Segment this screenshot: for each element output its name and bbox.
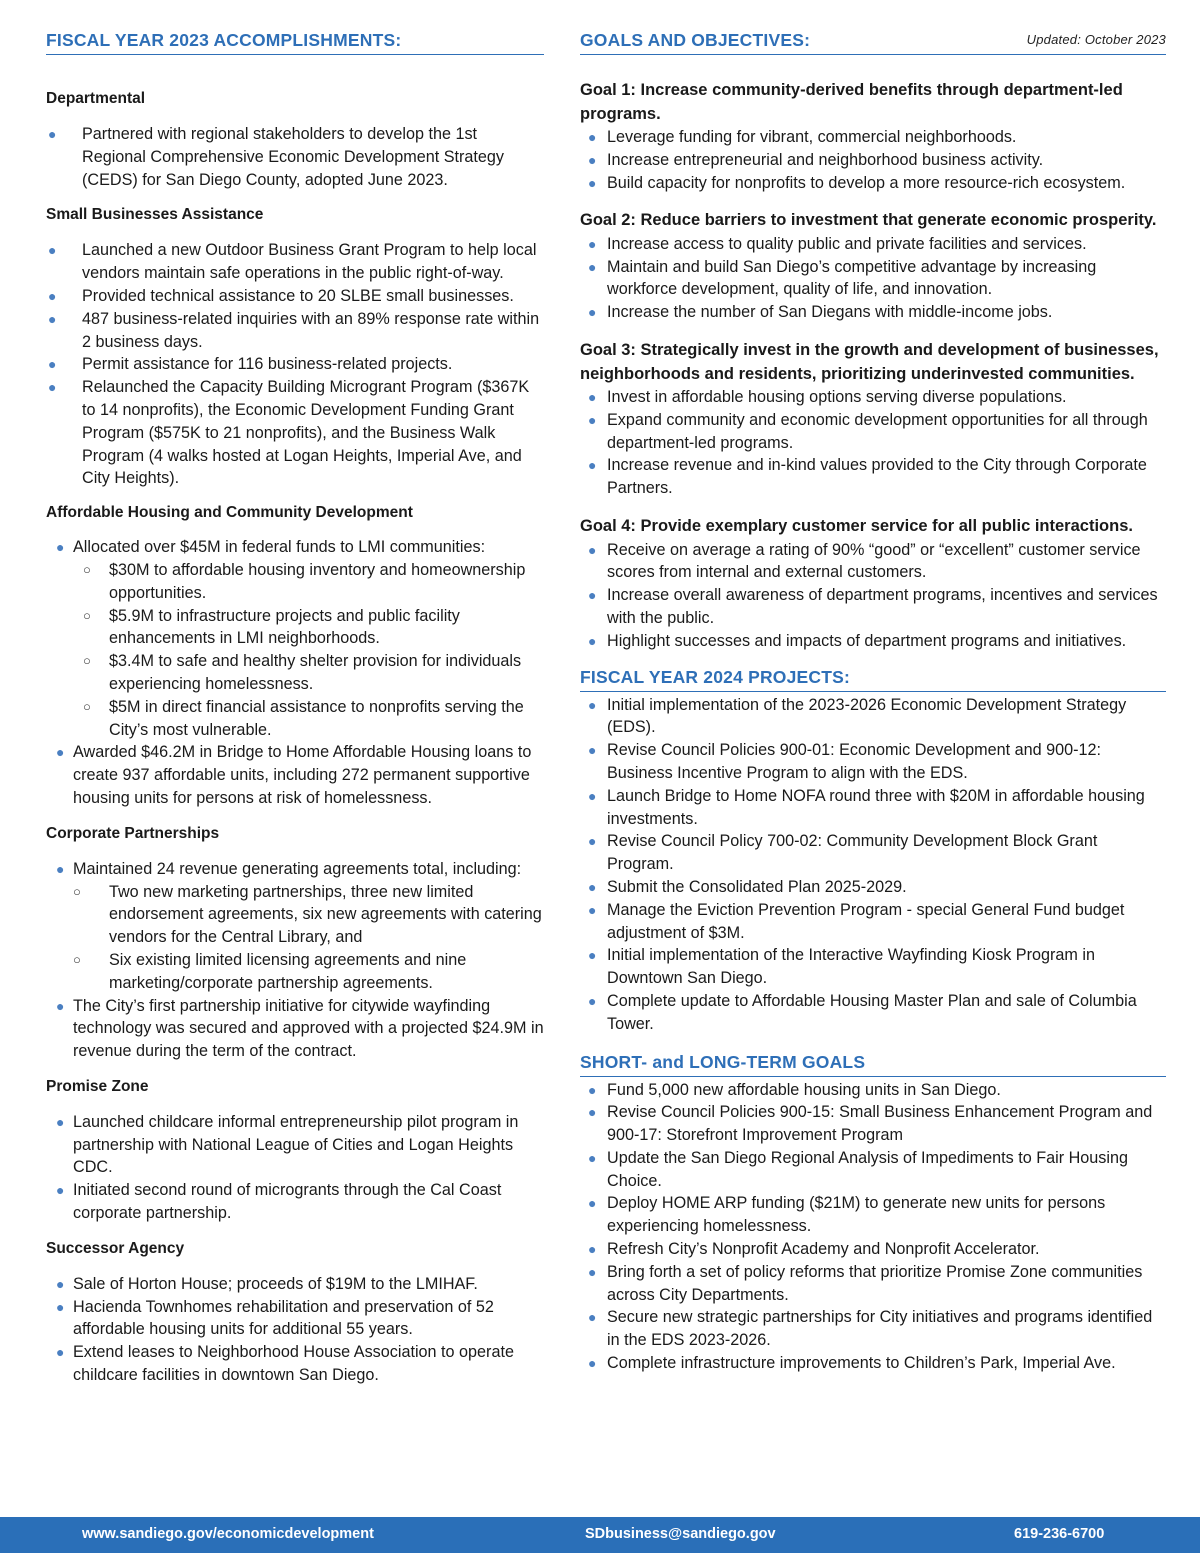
bullet-icon: ● [588, 389, 597, 406]
housing-list-continued [46, 741, 544, 809]
successor-agency-list [46, 1273, 544, 1387]
promise-zone-list [46, 1111, 544, 1225]
list-item: ● Provided technical assistance to 20 SLBE small businesses. [46, 285, 544, 308]
list-item: ● Submit the Consolidated Plan 2025-2029. [580, 876, 1166, 899]
list-item: ● Revise Council Policies 900-01: Economic Development and 900-12: Business Incentive Program to align with the EDS. [588, 741, 1101, 782]
goal-3-title: Goal 3: Strategically invest in the growth and development of businesses, neighborhoods and residents, prioritizing underinvested communities. [580, 341, 1159, 383]
footer-bar [0, 1517, 1200, 1553]
bullet-icon: ● [588, 1104, 597, 1121]
list-item: ● Invest in affordable housing options serving diverse populations. [580, 386, 1166, 409]
circle-bullet-icon: ○ [73, 951, 81, 967]
list-item: ● Extend leases to Neighborhood House Association to operate childcare facilities in downtown San Diego. [56, 1343, 514, 1385]
bullet-icon: ● [588, 129, 597, 145]
list-item: ● Initiated second round of microgrants through the Cal Coast corporate partnership. [56, 1181, 502, 1223]
goal-4-title: Goal 4: Provide exemplary customer service for all public interactions. [580, 517, 1133, 536]
list-item: ● Launch Bridge to Home NOFA round three with $20M in affordable housing investments. [588, 786, 1145, 828]
list-item: ● Leverage funding for vibrant, commercial neighborhoods. [580, 126, 1166, 149]
list-item: ● Increase revenue and in-kind values provided to the City through Corporate Partners. [588, 456, 1147, 498]
list-item: ● Revise Council Policy 700-02: Community Development Block Grant Program. [588, 832, 1098, 874]
housing-sublist [46, 559, 544, 741]
bullet-icon: ● [56, 1275, 65, 1292]
list-item: ● Hacienda Townhomes rehabilitation and preservation of 52 affordable housing units for additional 55 years. [56, 1297, 494, 1339]
list-item: ● Update the San Diego Regional Analysis of Impediments to Fair Housing Choice. [588, 1148, 1128, 1190]
phone-number: 619-236-6700 [1014, 1526, 1105, 1542]
bullet-icon: ● [56, 539, 65, 556]
list-item: ● Complete update to Affordable Housing Master Plan and sale of Columbia Tower. [588, 991, 1137, 1033]
circle-bullet-icon: ○ [83, 653, 91, 669]
list-item: ● Increase entrepreneurial and neighborhood business activity. [580, 149, 1166, 172]
circle-bullet-icon: ○ [83, 698, 91, 714]
list-item: ● Launched childcare informal entrepreneurship pilot program in partnership with National League of Cities and Logan Heights CDC. [56, 1112, 519, 1177]
list-item: ● Partnered with regional stakeholders to develop the 1st Regional Comprehensive Economic Development Strategy (CEDS) for San Diego County, adopted June 2023. [48, 125, 504, 189]
bullet-icon: ● [588, 833, 597, 850]
list-item: ○ $5.9M to infrastructure projects and public facility enhancements in LMI neighborhoods. [83, 606, 460, 648]
successor-agency-heading: Successor Agency [46, 1239, 185, 1257]
updated-date: Updated: October 2023 [1026, 32, 1166, 47]
bullet-icon: ● [588, 947, 597, 964]
bullet-icon: ● [588, 411, 597, 428]
list-item: ● Fund 5,000 new affordable housing units in San Diego. [580, 1079, 1166, 1102]
bullet-icon: ● [48, 126, 57, 142]
long-term-goals-list [580, 1079, 1166, 1375]
bullet-icon: ● [48, 287, 57, 304]
promise-zone-heading: Promise Zone [46, 1077, 149, 1095]
bullet-icon: ● [588, 174, 597, 191]
small-business-heading: Small Businesses Assistance [46, 206, 264, 224]
list-item: ● Expand community and economic development opportunities for all through department-led programs. [588, 410, 1148, 452]
bullet-icon: ● [588, 304, 597, 321]
corporate-list-continued [46, 995, 544, 1063]
list-item: ● Relaunched the Capacity Building Microgrant Program ($367K to 14 nonprofits), the Economic Development Funding Grant Program ($575K to 21 nonprofits), and the Business Walk Program (4 walks hosted at Logan Heights, Imperial Ave, and City Heights). [48, 378, 530, 488]
small-business-list [46, 239, 544, 490]
goal-1-title: Goal 1: Increase community-derived benefits through department-led programs. [580, 81, 1123, 123]
list-item: ● Maintain and build San Diego’s competitive advantage by increasing workforce development, quality of life, and innovation. [588, 257, 1097, 299]
bullet-icon: ● [588, 587, 597, 604]
bullet-icon: ● [588, 1309, 597, 1326]
list-item: ● Sale of Horton House; proceeds of $19M to the LMIHAF. [46, 1273, 544, 1296]
list-item: ● Revise Council Policies 900-15: Small Business Enhancement Program and 900-17: Storefront Improvement Program [588, 1103, 1153, 1145]
bullet-icon: ● [588, 742, 597, 759]
bullet-icon: ● [56, 1344, 65, 1361]
long-term-goals-heading: SHORT- and LONG-TERM GOALS [580, 1052, 1166, 1077]
circle-bullet-icon: ○ [83, 607, 91, 623]
bullet-icon: ● [588, 1355, 597, 1372]
list-item: ● Secure new strategic partnerships for City initiatives and programs identified in the EDS 2023-2026. [588, 1308, 1153, 1350]
bullet-icon: ● [588, 541, 597, 558]
bullet-icon: ● [48, 242, 57, 259]
bullet-icon: ● [588, 1263, 597, 1280]
email-link[interactable]: SDbusiness@sandiego.gov [585, 1526, 776, 1542]
list-item: ● Highlight successes and impacts of department programs and initiatives. [580, 630, 1166, 653]
list-item: ● Initial implementation of the Interactive Wayfinding Kiosk Program in Downtown San Diego. [588, 946, 1095, 988]
bullet-icon: ● [56, 860, 65, 877]
accomplishments-heading: FISCAL YEAR 2023 ACCOMPLISHMENTS: [46, 30, 544, 55]
bullet-icon: ● [48, 379, 57, 396]
bullet-icon: ● [56, 1113, 65, 1130]
list-item: ● The City’s first partnership initiative for citywide wayfinding technology was secured and approved with a projected $24.9M in revenue during the term of the contract. [56, 996, 544, 1061]
list-item: ● Deploy HOME ARP funding ($21M) to generate new units for persons experiencing homelessness. [588, 1194, 1106, 1236]
list-item: ● Increase the number of San Diegans with middle-income jobs. [580, 301, 1166, 324]
goals-heading: GOALS AND OBJECTIVES: Updated: October 2023 [580, 30, 1166, 55]
list-item: ○ Two new marketing partnerships, three new limited endorsement agreements, six new agreements with catering vendors for the Central Library, and [73, 882, 542, 947]
corporate-list [46, 858, 544, 881]
list-item: ○ $3.4M to safe and healthy shelter provision for individuals experiencing homelessness. [83, 652, 522, 693]
bullet-icon: ● [56, 1298, 65, 1315]
bullet-icon: ● [588, 151, 597, 168]
housing-list [46, 536, 544, 559]
goal-4-list [580, 539, 1166, 653]
bullet-icon: ● [588, 1081, 597, 1098]
projects-heading: FISCAL YEAR 2024 PROJECTS: [580, 667, 1166, 692]
projects-list [580, 694, 1166, 1036]
list-item: ● Permit assistance for 116 business-related projects. [46, 353, 544, 376]
bullet-icon: ● [588, 992, 597, 1009]
accomplishments-column [46, 30, 544, 1387]
bullet-icon: ● [588, 235, 597, 252]
bullet-icon: ● [56, 744, 65, 761]
bullet-icon: ● [588, 901, 597, 918]
list-item: ● Increase access to quality public and private facilities and services. [580, 233, 1166, 256]
website-link[interactable]: www.sandiego.gov/economicdevelopment [82, 1526, 374, 1542]
list-item: ● Bring forth a set of policy reforms that prioritize Promise Zone communities across City Departments. [588, 1262, 1143, 1304]
list-item: ● Initial implementation of the 2023-2026 Economic Development Strategy (EDS). [588, 695, 1127, 737]
list-item: ○ $30M to affordable housing inventory and homeownership opportunities. [83, 560, 526, 602]
housing-heading: Affordable Housing and Community Development [46, 504, 413, 522]
bullet-icon: ● [588, 696, 597, 713]
list-item: ● 487 business-related inquiries with an 89% response rate within 2 business days. [48, 309, 540, 351]
list-item: ● Manage the Eviction Prevention Program - special General Fund budget adjustment of $3M. [588, 900, 1125, 942]
goal-1-list [580, 126, 1166, 194]
bullet-icon: ● [588, 1195, 597, 1212]
bullet-icon: ● [588, 878, 597, 895]
bullet-icon: ● [588, 258, 597, 275]
bullet-icon: ● [588, 787, 597, 804]
list-item: ● Complete infrastructure improvements to Children’s Park, Imperial Ave. [580, 1352, 1166, 1375]
departmental-heading: Departmental [46, 90, 146, 107]
goals-column [580, 30, 1166, 1375]
list-item: ● Awarded $46.2M in Bridge to Home Affordable Housing loans to create 937 affordable units, including 272 permanent supportive housing units for persons at risk of homelessness. [56, 743, 532, 807]
corporate-sublist [46, 881, 544, 995]
list-item: ● Refresh City’s Nonprofit Academy and Nonprofit Accelerator. [580, 1238, 1166, 1261]
corporate-heading: Corporate Partnerships [46, 824, 220, 842]
list-item: ● Receive on average a rating of 90% “good” or “excellent” customer service scores from internal and external customers. [588, 540, 1141, 582]
bullet-icon: ● [48, 310, 57, 327]
list-item: ● Maintained 24 revenue generating agreements total, including: [46, 858, 544, 881]
goal-3-list [580, 386, 1166, 500]
goal-2-title: Goal 2: Reduce barriers to investment that generate economic prosperity. [580, 211, 1157, 230]
bullet-icon: ● [588, 457, 597, 474]
list-item: ● Build capacity for nonprofits to develop a more resource-rich ecosystem. [580, 172, 1166, 195]
bullet-icon: ● [588, 1241, 597, 1258]
bullet-icon: ● [588, 1149, 597, 1166]
list-item: ● Launched a new Outdoor Business Grant Program to help local vendors maintain safe operations in the public right-of-way. [48, 241, 537, 283]
bullet-icon: ● [48, 356, 57, 373]
list-item: ● Allocated over $45M in federal funds to LMI communities: [46, 536, 544, 559]
circle-bullet-icon: ○ [73, 883, 81, 899]
list-item: ○ Six existing limited licensing agreements and nine marketing/corporate partnership agreements. [73, 950, 467, 992]
bullet-icon: ● [56, 997, 65, 1014]
goal-2-list [580, 233, 1166, 324]
list-item: ● Increase overall awareness of department programs, incentives and services with the public. [588, 586, 1158, 627]
bullet-icon: ● [588, 632, 597, 649]
circle-bullet-icon: ○ [83, 561, 91, 577]
bullet-icon: ● [56, 1182, 65, 1199]
list-item: ○ $5M in direct financial assistance to nonprofits serving the City’s most vulnerable. [83, 697, 524, 739]
departmental-list [46, 123, 544, 191]
